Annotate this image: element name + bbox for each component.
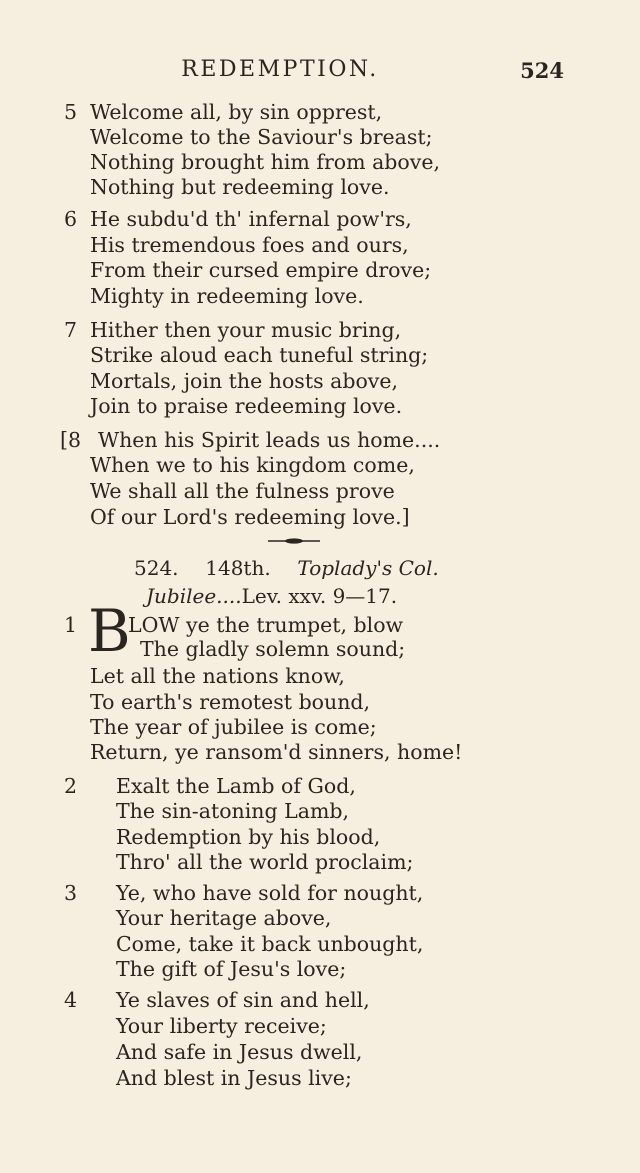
verse-line: Join to praise redeeming love. bbox=[90, 394, 403, 418]
verse-number: 3 bbox=[64, 881, 78, 905]
verse-number: 6 bbox=[64, 207, 78, 231]
verse-number: 4 bbox=[64, 988, 78, 1012]
verse-number: 2 bbox=[64, 774, 78, 798]
verse-line: Nothing but redeeming love. bbox=[90, 175, 390, 199]
verse-line: And safe in Jesus dwell, bbox=[116, 1040, 363, 1064]
verse-line: Of our Lord's redeeming love.] bbox=[90, 505, 410, 529]
verse-line: To earth's remotest bound, bbox=[90, 690, 371, 714]
verse-line: Welcome all, by sin opprest, bbox=[90, 100, 383, 124]
verse-line: Return, ye ransom'd sinners, home! bbox=[90, 740, 463, 764]
hymn-title: Jubilee.... bbox=[146, 584, 242, 608]
verse-line: Let all the nations know, bbox=[90, 664, 345, 688]
verse-line: We shall all the fulness prove bbox=[90, 479, 395, 503]
verse-line: The year of jubilee is come; bbox=[90, 715, 377, 739]
hymn-meter: 148th. bbox=[205, 556, 271, 580]
verse-line: Come, take it back unbought, bbox=[116, 932, 424, 956]
verse-line: Your liberty receive; bbox=[116, 1014, 327, 1038]
verse-line: When his Spirit leads us home.... bbox=[98, 428, 441, 452]
running-head-title: REDEMPTION. bbox=[181, 57, 379, 82]
hymn-scripture: Lev. xxv. 9—17. bbox=[241, 584, 398, 608]
verse-line: When we to his kingdom come, bbox=[90, 453, 415, 477]
drop-cap-letter: B bbox=[88, 597, 131, 665]
ornamental-divider bbox=[268, 538, 320, 544]
verse-line: His tremendous foes and ours, bbox=[90, 233, 409, 257]
page-number: 524 bbox=[520, 58, 564, 83]
verse-line: The gift of Jesu's love; bbox=[116, 957, 347, 981]
hymn-source: Toplady's Col. bbox=[297, 556, 439, 580]
verse-line: Mortals, join the hosts above, bbox=[90, 369, 399, 393]
verse-line: Welcome to the Saviour's breast; bbox=[90, 125, 433, 149]
hymn-title-line bbox=[146, 584, 397, 608]
verse-number: 5 bbox=[64, 100, 78, 124]
verse-number: [8 bbox=[60, 428, 82, 452]
verse-line: Exalt the Lamb of God, bbox=[116, 774, 356, 798]
hymn-heading bbox=[134, 556, 439, 580]
verse-line: Hither then your music bring, bbox=[90, 318, 402, 342]
verse-line: The gladly solemn sound; bbox=[140, 637, 406, 661]
verse-line: From their cursed empire drove; bbox=[90, 258, 432, 282]
verse-line: LOW ye the trumpet, blow bbox=[128, 613, 404, 637]
verse-line: The sin-atoning Lamb, bbox=[116, 799, 350, 823]
verse-line: He subdu'd th' infernal pow'rs, bbox=[90, 207, 412, 231]
verse-number: 7 bbox=[64, 318, 78, 342]
verse-line: Strike aloud each tuneful string; bbox=[90, 343, 429, 367]
verse-line: Ye, who have sold for nought, bbox=[116, 881, 424, 905]
verse-line: Your heritage above, bbox=[116, 906, 332, 930]
verse-line: Nothing brought him from above, bbox=[90, 150, 440, 174]
verse-line: Mighty in redeeming love. bbox=[90, 284, 364, 308]
verse-number: 1 bbox=[64, 613, 78, 637]
verse-line: Ye slaves of sin and hell, bbox=[116, 988, 370, 1012]
verse-line: And blest in Jesus live; bbox=[116, 1066, 352, 1090]
hymn-number: 524. bbox=[134, 556, 179, 580]
verse-line: Redemption by his blood, bbox=[116, 825, 381, 849]
verse-line: Thro' all the world proclaim; bbox=[116, 850, 414, 874]
